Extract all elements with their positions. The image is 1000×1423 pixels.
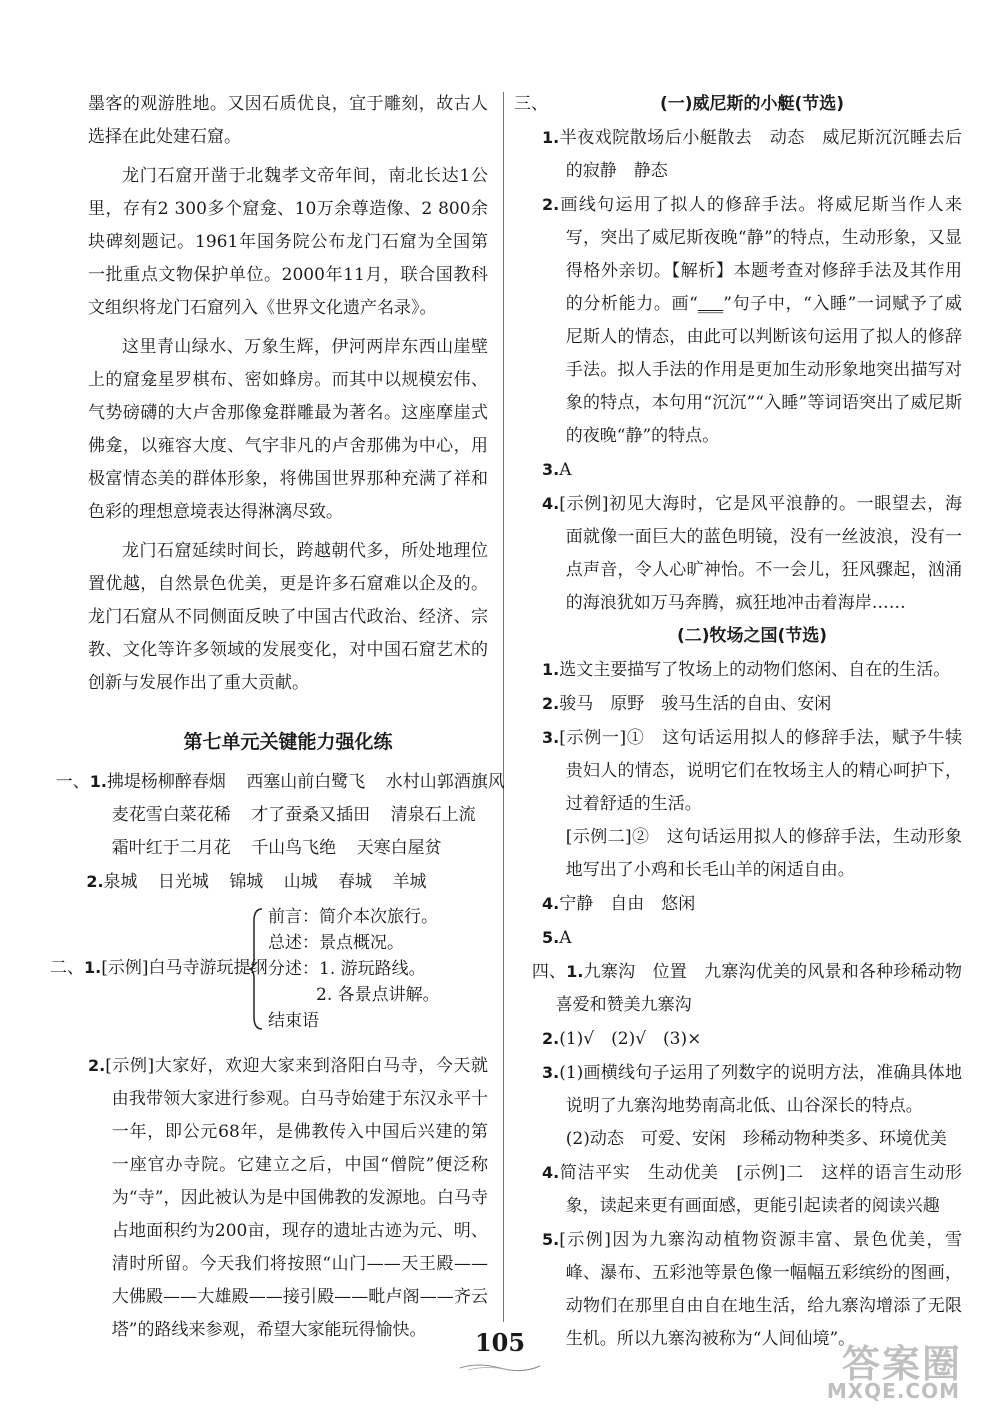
poem-line: 西塞山前白鹭飞 [246, 772, 366, 792]
poem-line: 天寒白屋贫 [356, 838, 442, 858]
unit-title: 第七单元关键能力强化练 [183, 731, 393, 753]
q1-line3 [88, 832, 488, 865]
answer-text: [示例一]① 这句话运用拟人的修辞手法，赋予牛犊贵妇人的情态，说明它们在牧场主人的精心呵护下，过着舒适的生活。 [559, 728, 962, 814]
answer-text: (2)动态 可爱、安闲 珍稀动物种类多、环境优美 [565, 1129, 947, 1149]
answer-text: A [559, 460, 572, 480]
answer-text: [示例]大家好，欢迎大家来到洛阳白马寺，今天就由我带领大家进行参观。白马寺始建于东汉永平十一年，即公元68年，是佛教传入中国后兴建的第一座官办寺院。它建立之后，中国“僧院”便泛称为“寺”，因此被认为是中国佛教的发源地。白马寺占地面积约为200亩，现存的遗址古迹为元、明、清时所留。今天我们将按照“山门——天王殿——大佛殿——大雄殿——接引殿——毗卢阁——齐云塔”的路线来参观，希望大家能玩得愉快。 [105, 1056, 488, 1340]
column-divider [503, 92, 504, 1322]
answer-text: [示例]初见大海时，它是风平浪静的。一眼望去，海面就像一面巨大的蓝色明镜，没有一丝波浪，没有一点声音，令人心旷神怡。不一会儿，狂风骤起，汹涌的海浪犹如万马奔腾，疯狂地冲击着海岸…… [559, 494, 962, 613]
answer-item [542, 453, 962, 487]
poem-line: 千山鸟飞绝 [251, 838, 337, 858]
q2-line [86, 865, 488, 899]
answer-text: 简洁平实 生动优美 [示例]二 这样的语言生动形象，读起来更有画面感，更能引起读者的阅读兴趣 [559, 1163, 962, 1216]
answer-item [542, 653, 962, 687]
poem-line: 拂堤杨柳醉春烟 [106, 772, 226, 792]
answer-text: 画线句运用了拟人的修辞手法。将威尼斯当作人来写，突出了威尼斯夜晚“静”的特点，生动形象，又显得格外亲切。【解析】本题考查对修辞手法及其作用的分析能力。画“ [559, 195, 962, 314]
city-name: 羊城 [392, 872, 427, 892]
answer-item [542, 1022, 962, 1056]
right-column [514, 88, 980, 1356]
answer-item [515, 955, 980, 1022]
watermark-url: MXQE.COM [826, 1379, 960, 1403]
answer-item [542, 821, 962, 887]
q-num: 1. [542, 128, 560, 147]
answer-item [542, 1056, 962, 1123]
section-three-header [514, 88, 962, 121]
city-name: 春城 [338, 872, 373, 892]
answer-text: ”句子中，“入睡”一词赋予了威尼斯人的情态，由此可以判断该句运用了拟人的修辞手法。拟人手法的作用是更加生动形象地突出描写对象的特点，本句用“沉沉”“入睡”等词语突出了威尼斯的夜晚“静”的特点。 [565, 294, 962, 446]
q1-line1 [55, 765, 505, 799]
outline-item: 结束语 [268, 1011, 319, 1031]
answer-item [542, 1123, 962, 1156]
q1-line2 [88, 799, 488, 832]
poem-line: 才了蚕桑又插田 [251, 805, 371, 825]
blank: ___ [697, 294, 724, 314]
q-num: 2. [542, 694, 560, 713]
answer-item [542, 121, 962, 188]
section-one [55, 765, 505, 899]
page-ornament-icon [458, 1360, 542, 1374]
watermark-logo: 答案圈 [841, 1342, 962, 1386]
outline-item: 总述：景点概况。 [268, 933, 404, 953]
answer-text: (1)√ (2)√ (3)× [559, 1029, 702, 1049]
section-prefix: 二、 [50, 958, 84, 978]
q-num: 5. [542, 928, 560, 947]
answer-item [542, 188, 962, 453]
outline-item: 分述：1. 游玩路线。 [268, 959, 426, 979]
q-num: 1. [89, 772, 107, 791]
outline-block [50, 901, 488, 1041]
poem-line: 麦花雪白菜花稀 [111, 805, 231, 825]
q-num: 1. [566, 962, 584, 981]
q-num: 4. [542, 894, 560, 913]
q-num: 2. [542, 1029, 560, 1048]
city-name: 山城 [283, 872, 318, 892]
s2-q2 [88, 1049, 488, 1347]
answer-text: [示例二]② 这句话运用拟人的修辞手法，生动形象地写出了小鸡和长毛山羊的闲适自由。 [565, 827, 962, 880]
q-num: 4. [542, 1163, 560, 1182]
watermark [817, 1333, 982, 1407]
brace-icon [248, 907, 264, 1031]
answer-item [542, 1156, 962, 1223]
answer-item [542, 487, 962, 620]
city-name: 日光城 [157, 872, 209, 892]
paragraph: 龙门石窟开凿于北魏孝文帝年间，南北长达1公里，存有2 300多个窟龛、10万余尊造像、2 800余块碑刻题记。1961年国务院公布龙门石窟为全国第一批重点文物保护单位。2000年11月，联合国教科文组织将龙门石窟列入《世界文化遗产名录》。 [88, 166, 488, 318]
outline-item: 前言：简介本次旅行。 [268, 907, 438, 927]
paragraph: 墨客的观游胜地。又因石质优良，宜于雕刻，故古人选择在此处建石窟。 [88, 94, 488, 147]
poem-line: 霜叶红于二月花 [111, 838, 231, 858]
q-num: 2. [86, 872, 104, 891]
page-number: 105 [474, 1328, 526, 1357]
section-prefix: 四、 [531, 962, 567, 982]
left-column [50, 88, 505, 1347]
poem-line: 水村山郭酒旗风 [385, 772, 505, 792]
q-num: 3. [542, 1063, 560, 1082]
answer-item [542, 887, 962, 921]
answer-text: A [559, 928, 572, 948]
answer-text: 宁静 自由 悠闲 [559, 894, 696, 914]
outline-item: 2. 各景点讲解。 [316, 985, 440, 1005]
answer-text: 骏马 原野 骏马生活的自由、安闲 [559, 694, 832, 714]
outline-label [50, 951, 267, 985]
q-num: 1. [542, 660, 560, 679]
q-num: 2. [88, 1056, 106, 1075]
section-title: (二)牧场之国(节选) [676, 626, 828, 646]
q-num: 5. [542, 1230, 560, 1249]
q-num: 2. [542, 195, 560, 214]
section-prefix: 三、 [514, 94, 548, 114]
answer-text: 选文主要描写了牧场上的动物们悠闲、自在的生活。 [559, 660, 951, 680]
section-prefix: 一、 [55, 772, 90, 792]
answer-item [542, 721, 962, 821]
q-num: 3. [542, 728, 560, 747]
paragraph: 这里青山绿水、万象生辉，伊河两岸东西山崖壁上的窟龛星罗棋布、密如蜂房。而其中以规模宏伟、气势磅礴的大卢舍那像龛群雕最为著名。这座摩崖式佛龛，以雍容大度、气宇非凡的卢舍那佛为中心，用极富情态美的群体形象，将佛国世界那种充满了祥和色彩的理想意境表达得淋漓尽致。 [88, 337, 488, 522]
section-title: (一)威尼斯的小艇(节选) [659, 94, 845, 114]
answer-text: (1)画横线句子运用了列数字的说明方法，准确具体地说明了九寨沟地势南高北低、山谷深长的特点。 [559, 1063, 962, 1116]
q-num: 3. [542, 460, 560, 479]
answer-text: [示例]因为九寨沟动植物资源丰富、景色优美，雪峰、瀑布、五彩池等景色像一幅幅五彩缤纷的图画，动物们在那里自由自在地生活，给九寨沟增添了无限生机。所以九寨沟被称为“人间仙境”。 [559, 1230, 962, 1349]
q-num: 1. [84, 958, 102, 977]
city-name: 泉城 [103, 872, 138, 892]
poem-line: 清泉石上流 [390, 805, 476, 825]
q-num: 4. [542, 494, 560, 513]
answer-item [542, 687, 962, 721]
answer-item [542, 921, 962, 955]
paragraph: 龙门石窟延续时间长，跨越朝代多，所处地理位置优越，自然景色优美，更是许多石窟难以企及的。龙门石窟从不同侧面反映了中国古代政治、经济、宗教、文化等许多领域的发展变化，对中国石窟艺术的创新与发展作出了重大贡献。 [88, 541, 488, 693]
answer-text: 九寨沟 位置 九寨沟优美的风景和各种珍稀动物 喜爱和赞美九寨沟 [555, 962, 980, 1015]
city-name: 锦城 [229, 872, 264, 892]
answer-text: 半夜戏院散场后小艇散去 动态 威尼斯沉沉睡去后的寂静 静态 [559, 128, 962, 181]
outline-title: [示例]白马寺游玩提纲 [101, 958, 268, 978]
